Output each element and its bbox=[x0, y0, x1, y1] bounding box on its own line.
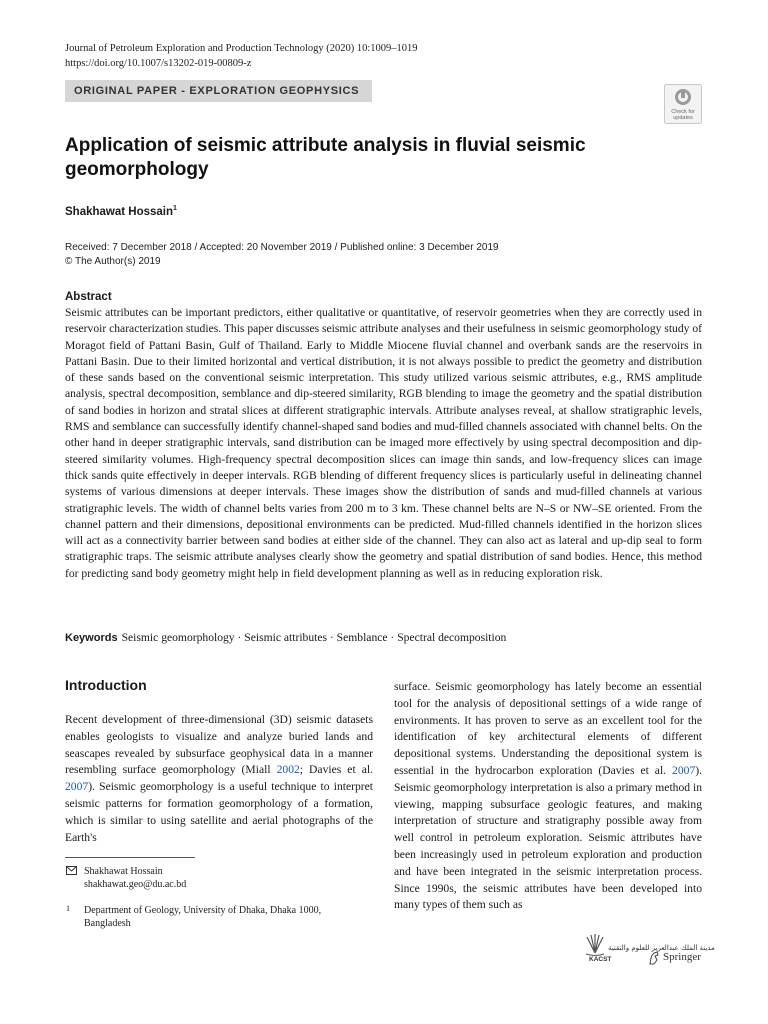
author-name[interactable]: Shakhawat Hossain bbox=[65, 205, 174, 218]
intro-left-column bbox=[65, 712, 373, 846]
kacst-arabic-text: مدينة الملك عبدالعزيز للعلوم والتقنية bbox=[608, 944, 715, 952]
intro-right-text-1: surface. Seismic geomorphology has lately become an essential tool for the analysis of depositional settings of a wide range of environments. It has proven to serve as an excellent tool for the identification of key architectural elements of different depositional systems. Understanding the depositional system is essential in the hydrocarbon exploration (Davies et al. bbox=[394, 680, 702, 777]
envelope-icon bbox=[66, 866, 77, 878]
intro-left-text-1: Recent development of three-dimensional (3D) seismic datasets enables geologists to visualize and analyze buried lands and seascapes revealed by subsurface geophysical data in a manner resembling surface geomorphology ( bbox=[65, 713, 373, 777]
publication-dates bbox=[65, 241, 499, 268]
kacst-label: KACST bbox=[589, 956, 612, 963]
abstract-text: Seismic attributes can be important predictors, either qualitative or quantitative, of reservoir geometries when they are correctly used in reservoir characterization studies. This paper discusses seismic attribute analyses and their usefulness in seismic geomorphology study of Moragot field of Pattani Basin, Gulf of Thailand. Early to Middle Miocene fluvial channel and overbank sands are the reservoirs in Pattani Basin. Due to their limited horizontal and vertical distribution, it is not always possible to predict the geometry and distribution of these sands based on the conventional seismic interpretation. This study utilized various seismic attributes, e.g., RMS amplitude analysis, spectral decomposition, semblance and dip-steered similarity, RGB blending to image the geometry and the spatial distribution of sand bodies in horizon and stratal slices at different stratigraphic intervals. Attribute analyses reveal, at shallow stratigraphic levels, RMS and semblance can successfully identify channel-shaped sand bodies and mud-filled channels associated with channel belts. On the other hand in deeper stratigraphic intervals, sand distribution can be imaged more effectively by using spectral decomposition and dip-steered similarity volumes. High-frequency spectral decomposition slices can image thin sands, and low-frequency slices can image thick sands quite effectively in deeper intervals. RGB blending of different frequency slices is particularly useful in delineating channel systems of various dimensions at deeper intervals. These images show the distribution of sands and mud-filled channels at various stratigraphic levels. The width of channel belts varies from 200 m to 3 km. These channel belts are N–S or NW–SE oriented. From the channel pattern and their dimensions, depositional environments can be predicted. Mud-filled channels identified in the horizon slices will act as a connectivity barrier between sand bodies at either side of the channel. They can also act as lateral and up-dip seal to form stratigraphic traps. The seismic attribute analyses clearly show the geometry and spatial distribution of sand bodies. Hence, this method for predicting sand body geometry might help in field development planning as well as in reducing exploration risk. bbox=[65, 306, 702, 580]
cite-miall-year[interactable]: 2002 bbox=[276, 763, 300, 777]
check-updates-line1: Check for bbox=[671, 109, 695, 115]
author-line bbox=[65, 205, 177, 218]
paper-title: Application of seismic attribute analysis in fluvial seismic geomorphology bbox=[65, 135, 586, 180]
affiliation-number: 1 bbox=[66, 904, 70, 913]
footnote-divider bbox=[65, 857, 195, 858]
copyright-line: © The Author(s) 2019 bbox=[65, 255, 161, 267]
cite-davies-sep: ; Davies et al. bbox=[299, 763, 373, 777]
abstract-heading: Abstract bbox=[65, 291, 112, 303]
introduction-heading: Introduction bbox=[65, 677, 147, 693]
intro-left-text-2: ). Seismic geomorphology is a useful technique to interpret seismic patterns for formation geomorphology of a formation, which is similar to using satellite and aerial photographs of the Earth's bbox=[65, 780, 373, 844]
cite-davies-year[interactable]: 2007 bbox=[65, 780, 89, 794]
cite-davies-year-right[interactable]: 2007 bbox=[672, 763, 696, 777]
springer-horse-icon bbox=[648, 951, 660, 965]
intro-right-column bbox=[394, 679, 702, 914]
springer-label: Springer bbox=[663, 951, 701, 963]
author-affil-sup: 1 bbox=[173, 205, 177, 212]
journal-header bbox=[65, 41, 418, 71]
article-type-banner: ORIGINAL PAPER - EXPLORATION GEOPHYSICS bbox=[65, 80, 372, 102]
kacst-logo bbox=[584, 933, 606, 957]
dates-line: Received: 7 December 2018 / Accepted: 20 November 2019 / Published online: 3 December 2019 bbox=[65, 242, 499, 253]
journal-citation: Journal of Petroleum Exploration and Production Technology (2020) 10:1009–1019 bbox=[65, 43, 418, 54]
contact-email[interactable]: shakhawat.geo@du.ac.bd bbox=[84, 879, 187, 890]
keywords-line bbox=[65, 630, 702, 646]
contact-name: Shakhawat Hossain bbox=[84, 866, 163, 877]
doi-link[interactable]: https://doi.org/10.1007/s13202-019-00809-z bbox=[65, 58, 252, 69]
affiliation-text: Department of Geology, University of Dhaka, Dhaka 1000, Bangladesh bbox=[84, 905, 322, 929]
keywords-text: Seismic geomorphology · Seismic attributes · Semblance · Spectral decomposition bbox=[121, 631, 507, 644]
check-updates-line2: updates bbox=[673, 115, 693, 121]
intro-right-text-2: ). Seismic geomorphology interpretation is also a primary method in viewing, mapping subsurface geologic features, and making interpretation of structure and stratigraphy possible away from well control in petroleum exploration. Seismic attributes have been increasingly used in petroleum exploration and production and have been integrated in the seismic interpretation process. Since 1990s, the seismic attributes have been developed into many types of them such as bbox=[394, 763, 702, 912]
keywords-label: Keywords bbox=[65, 632, 118, 644]
check-for-updates-icon[interactable] bbox=[664, 84, 702, 124]
cite-miall-name: Miall bbox=[245, 763, 277, 777]
